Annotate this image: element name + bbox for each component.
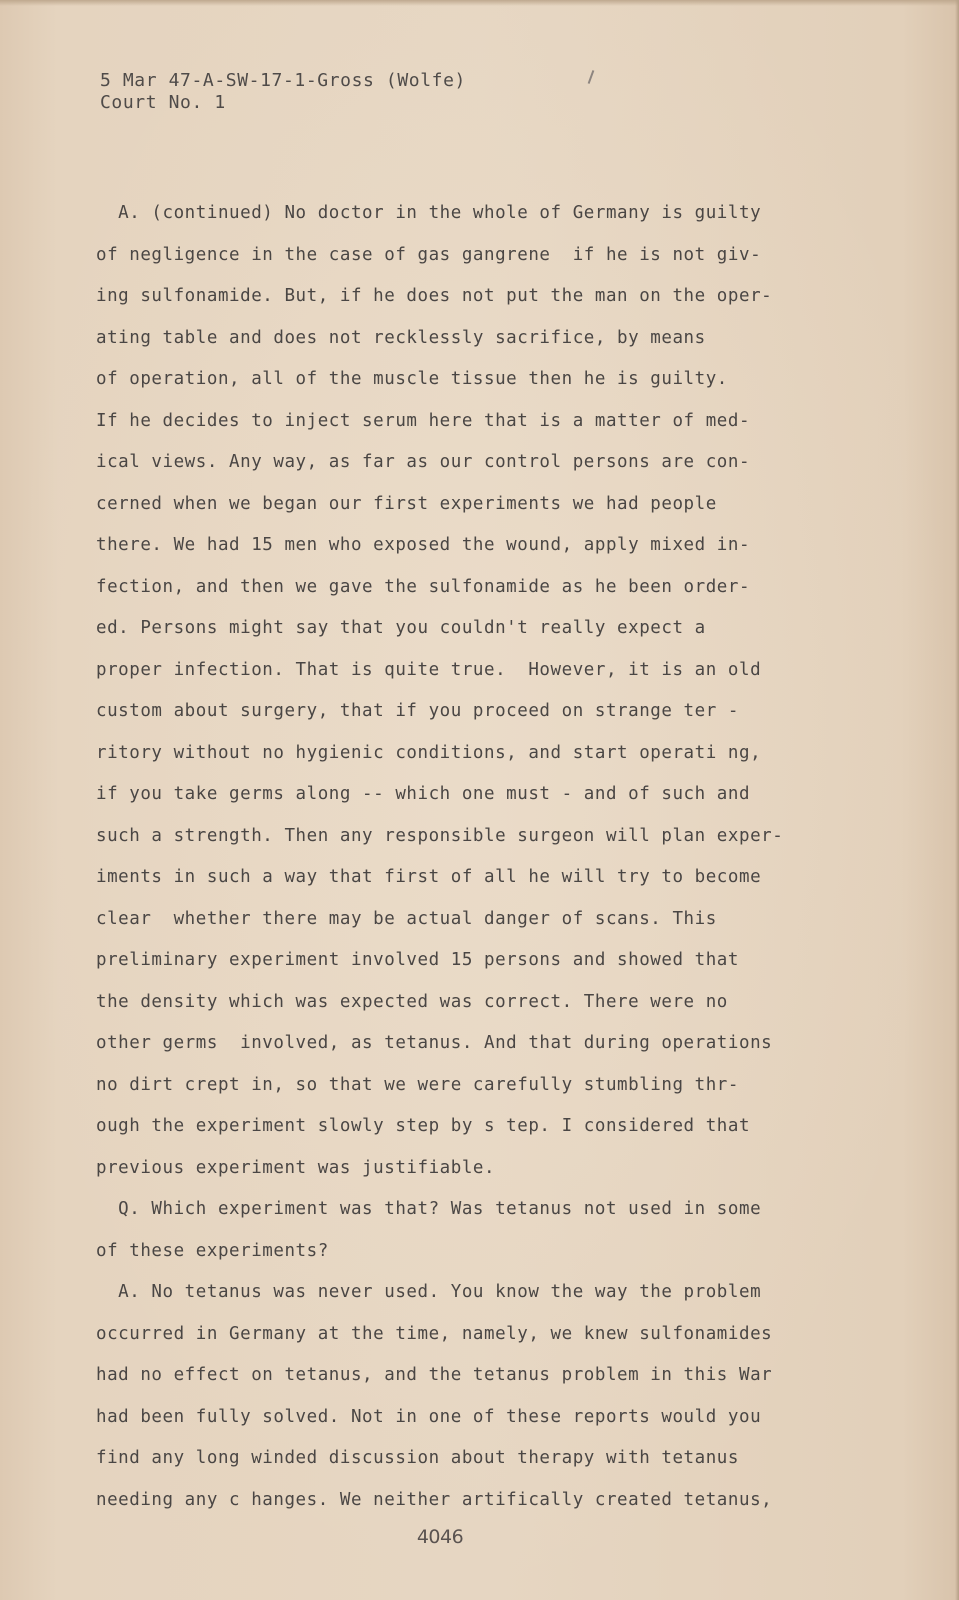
transcript-line: ough the experiment slowly step by s tep. I considered that [96, 1116, 751, 1136]
transcript-line: fection, and then we gave the sulfonamide as he been order- [96, 576, 751, 597]
page-top-edge [0, 0, 959, 6]
transcript-line: preliminary experiment involved 15 persons and showed that [96, 950, 739, 970]
transcript-line: previous experiment was justifiable. [96, 1157, 496, 1178]
page-right-edge [955, 0, 959, 1600]
transcript-line: Q. Which experiment was that? Was tetanus not used in some [96, 1199, 762, 1219]
transcript-line: of operation, all of the muscle tissue then he is guilty. [96, 369, 728, 389]
transcript-line: find any long winded discussion about therapy with tetanus [96, 1448, 739, 1468]
transcript-line: ed. Persons might say that you couldn't really expect a [96, 618, 706, 638]
transcript-line: clear whether there may be actual danger of scans. This [96, 908, 717, 929]
transcript-line: had no effect on tetanus, and the tetanus problem in this War [96, 1365, 773, 1385]
document-header [100, 70, 466, 114]
transcript-line: had been fully solved. Not in one of these reports would you [96, 1406, 762, 1427]
transcript-line: iments in such a way that first of all he will try to become [96, 867, 762, 887]
page-number: 4046 [416, 1526, 464, 1548]
transcript-line: if you take germs along -- which one must - and of such and [96, 784, 751, 804]
header-court-line: Court No. 1 [100, 92, 226, 113]
transcript-line: proper infection. That is quite true. However, it is an old [96, 659, 762, 680]
transcript-line: such a strength. Then any responsible surgeon will plan exper- [96, 825, 784, 846]
pencil-mark [588, 70, 595, 84]
transcript-line: ical views. Any way, as far as our control persons are con- [96, 452, 751, 472]
transcript-line: cerned when we began our first experiments we had people [96, 493, 717, 514]
transcript-line: of negligence in the case of gas gangrene if he is not giv- [96, 244, 762, 265]
transcript-line: the density which was expected was correct. There were no [96, 991, 728, 1012]
transcript-line: ating table and does not recklessly sacrifice, by means [96, 327, 706, 348]
transcript-line: there. We had 15 men who exposed the wound, apply mixed in- [96, 535, 751, 555]
transcript-line: A. (continued) No doctor in the whole of Germany is guilty [96, 203, 762, 223]
transcript-line: ritory without no hygienic conditions, and start operati ng, [96, 742, 762, 763]
transcript-line: A. No tetanus was never used. You know the way the problem [96, 1282, 762, 1302]
transcript-body [96, 193, 856, 1521]
transcript-line: needing any c hanges. We neither artifically created tetanus, [96, 1489, 773, 1510]
transcript-line: occurred in Germany at the time, namely, we knew sulfonamides [96, 1323, 773, 1344]
transcript-line: other germs involved, as tetanus. And that during operations [96, 1033, 773, 1053]
transcript-line: ing sulfonamide. But, if he does not put the man on the oper- [96, 286, 773, 306]
transcript-line: custom about surgery, that if you proceed on strange ter - [96, 701, 739, 721]
header-reference-line: 5 Mar 47-A-SW-17-1-Gross (Wolfe) [100, 70, 466, 91]
transcript-line: If he decides to inject serum here that is a matter of med- [96, 410, 751, 431]
transcript-line: of these experiments? [96, 1240, 329, 1261]
transcript-line: no dirt crept in, so that we were carefully stumbling thr- [96, 1074, 739, 1095]
